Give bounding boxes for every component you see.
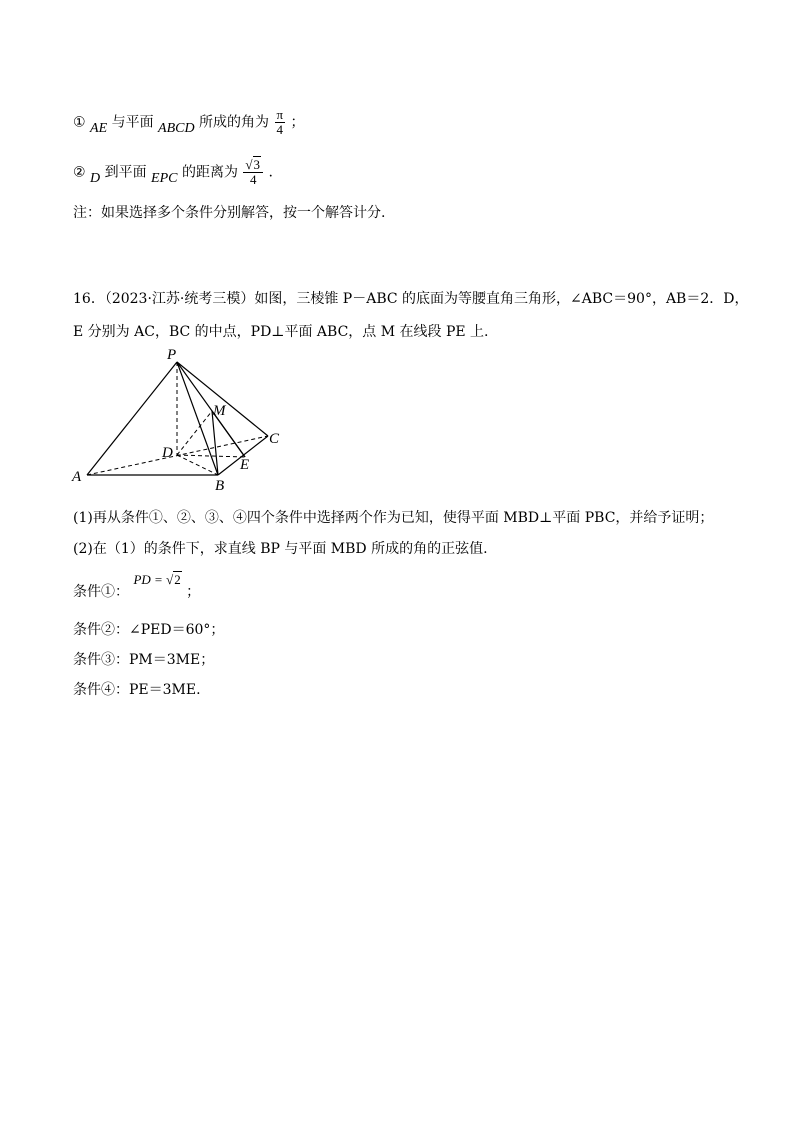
condition-item-1 bbox=[73, 108, 305, 137]
item-text: 到平面 bbox=[104, 164, 147, 181]
condition-label: 条件①： bbox=[73, 584, 129, 600]
label-p: P bbox=[167, 347, 177, 363]
label-d: D bbox=[162, 445, 173, 461]
item-marker: ② bbox=[73, 164, 86, 181]
plane-epc: EPC bbox=[151, 170, 178, 186]
condition-1 bbox=[73, 572, 201, 600]
item-marker: ① bbox=[73, 114, 86, 131]
fraction-numerator bbox=[243, 158, 263, 173]
line-ae: AE bbox=[90, 120, 108, 136]
item-end: . bbox=[268, 164, 273, 181]
note: 注：如果选择多个条件分别解答，按一个解答计分. bbox=[73, 205, 386, 221]
item-text: 的距离为 bbox=[181, 164, 238, 181]
item-text: 与平面 bbox=[111, 114, 154, 131]
question-2: (2)在（1）的条件下，求直线 BP 与平面 MBD 所成的角的正弦值. bbox=[73, 541, 488, 557]
label-m: M bbox=[213, 403, 226, 419]
problem-16-line-2: E 分别为 AC，BC 的中点，PD⊥平面 ABC，点 M 在线段 PE 上. bbox=[73, 324, 489, 340]
condition-item-2 bbox=[73, 158, 273, 187]
condition-2: 条件②：∠PED＝60°； bbox=[73, 622, 225, 638]
fraction-numerator: π bbox=[276, 107, 284, 122]
fraction-pi-over-4 bbox=[275, 108, 286, 137]
label-a: A bbox=[72, 469, 82, 485]
fraction-denominator: 4 bbox=[276, 122, 284, 137]
point-d: D bbox=[90, 170, 101, 186]
plane-abcd: ABCD bbox=[158, 120, 195, 136]
fraction-denominator: 4 bbox=[249, 172, 257, 187]
condition-end: ； bbox=[186, 584, 201, 600]
condition-1-lhs: PD = bbox=[133, 572, 167, 587]
item-end: ； bbox=[290, 114, 305, 131]
radicand: 3 bbox=[253, 157, 261, 172]
label-c: C bbox=[269, 431, 280, 447]
question-1: (1)再从条件①、②、③、④四个条件中选择两个作为已知，使得平面 MBD⊥平面 PBC，并给予证明； bbox=[73, 510, 714, 526]
pyramid-figure bbox=[70, 345, 290, 495]
sqrt-sign: √3 bbox=[245, 157, 261, 172]
problem-16-line-1: 16．（2023·江苏·统考三模）如图，三棱锥 P－ABC 的底面为等腰直角三角形，∠ABC＝90°，AB＝2．D， bbox=[73, 291, 749, 307]
radicand: 2 bbox=[174, 572, 181, 587]
edge-dm bbox=[177, 411, 212, 455]
fraction-sqrt3-over-4 bbox=[243, 158, 263, 187]
condition-4: 条件④：PE＝3ME. bbox=[73, 682, 201, 698]
sqrt-2: √2 bbox=[166, 572, 181, 587]
item-text: 所成的角为 bbox=[199, 114, 270, 131]
label-b: B bbox=[215, 478, 225, 494]
label-e: E bbox=[240, 457, 250, 473]
condition-3: 条件③：PM＝3ME； bbox=[73, 652, 215, 668]
